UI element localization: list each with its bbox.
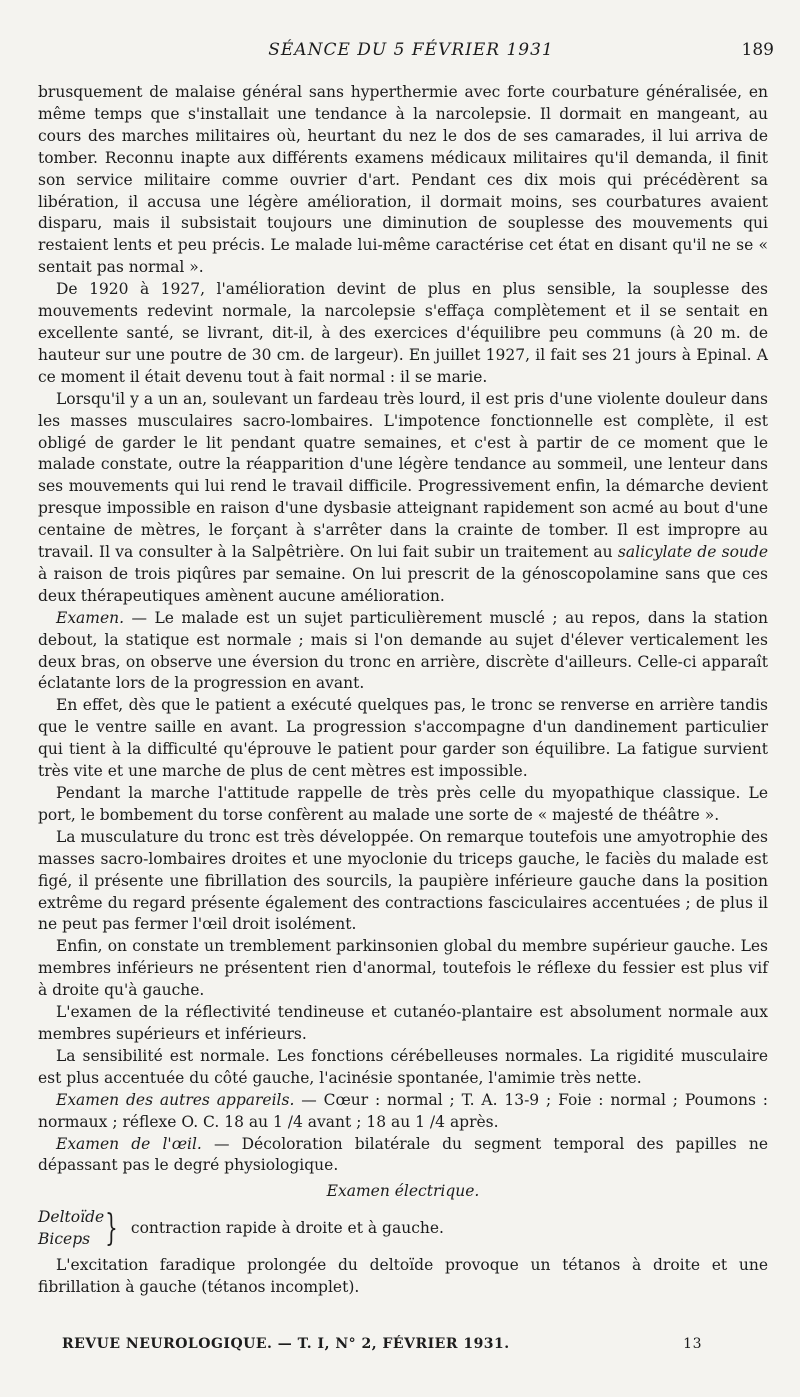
paragraph-text: Lorsqu'il y a un an, soulevant un fardeau très lourd, il est pris d'une violente douleur dans les masses musculaires sacro-lombaires. L'impotence fonctionnelle est complète, il est obligé de garder le lit pendant quatre semaines, et c'est à partir de ce moment que le malade constate, outre la réapparition d'une légère tendance au sommeil, une lenteur dans ses mouvements qui lui rend le travail difficile. Progressivement enfin, la démarche devient presque impossible en raison d'une dysbasie atteignant rapidement son acmé au bout d'une centaine de mètres, le forçant à s'arrêter dans la crainte de tomber. Il est impropre au travail. Il va consulter à la Salpêtrière. On lui fait subir un traitement au (38, 389, 768, 562)
paragraph: L'examen de la réflectivité tendineuse et cutanéo-plantaire est absolument normale aux membres supérieurs et inférieurs. (38, 1003, 768, 1043)
paragraph: La sensibilité est normale. Les fonctions cérébelleuses normales. La rigidité musculaire est plus accentuée du côté gauche, l'acinésie spontanée, l'amimie très nette. (38, 1046, 768, 1087)
paragraph (38, 608, 768, 696)
section-heading: Examen de l'œil. (56, 1134, 202, 1153)
muscle-name: Biceps (38, 1230, 91, 1249)
paragraph: brusquement de malaise général sans hyperthermie avec forte courbature généralisée, en même temps que s'installait une tendance à la narcolepsie. Il dormait en mangeant, au cours des marches militaires où, heurtant du nez le dos de ses camarades, il lui arriva de tomber. Reconnu inapte aux différents examens médicaux militaires qu'il demanda, il finit son service militaire comme ouvrier d'art. Pendant ces dix mois qui précédèrent sa libération, il accusa une légère amélioration, il dormait moins, ses courbatures avaient disparu, mais il subsistait toujours une diminution de souplesse des mouvements qui restaient lents et peu précis. Le malade lui-même caractérise cet état en disant qu'il ne se « sentait pas normal ». (38, 83, 768, 277)
muscle-name: Deltoïde (38, 1208, 105, 1227)
page-number: 189 (741, 40, 774, 60)
paragraph: Pendant la marche l'attitude rappelle de très près celle du myopathique classique. Le port, le bombement du torse confèrent au malade une sorte de « majesté de théâtre ». (38, 784, 768, 824)
section-heading: Examen. (56, 608, 125, 627)
electro-result-text: contraction rapide à droite et à gauche. (130, 1219, 444, 1238)
page-footer (62, 1336, 702, 1358)
paragraph: De 1920 à 1927, l'amélioration devint de plus en plus sensible, la souplesse des mouvements redevint normale, la narcolepsie s'effaça complètement et il se sentait en excellente santé, se livrant, dit-il, à des exercices d'équilibre peu communs (à 20 m. de hauteur sur une poutre de 30 cm. de largeur). En juillet 1927, il fait ses 21 jours à Epinal. A ce moment il était devenu tout à fait normal : il se marie. (38, 280, 768, 386)
heading-text: Examen électrique. (326, 1182, 480, 1201)
paragraph-text: — Le malade est un sujet particulièrement musclé ; au repos, dans la station debout, la statique est normale ; mais si l'on demande au sujet d'élever verticalement les deux bras, on observe une éversion du tronc en arrière, discrète d'ailleurs. Celle-ci apparaît éclatante lors de la progression en avant. (38, 608, 768, 693)
drug-name: salicylate de soude (617, 543, 768, 562)
muscle-list (38, 1207, 105, 1251)
journal-citation: REVUE NEUROLOGIQUE. — T. I, N° 2, FÉVRIER 1931. (62, 1336, 510, 1352)
paragraph-text: — Décoloration bilatérale du segment temporal des papilles ne dépassant pas le degré physiologique. (38, 1134, 768, 1175)
paragraph-text: — Cœur : normal ; T. A. 13-9 ; Foie : normal ; Poumons : normaux ; réflexe O. C. 18 au 1 /4 avant ; 18 au 1 /4 après. (38, 1090, 768, 1131)
paragraph (38, 1134, 768, 1178)
article-body (38, 82, 768, 1299)
electro-result (38, 1207, 768, 1251)
section-heading: Examen des autres appareils. (56, 1090, 295, 1109)
brace-glyph: } (105, 1208, 118, 1250)
paragraph: Enfin, on constate un tremblement parkinsonien global du membre supérieur gauche. Les membres inférieurs ne présentent rien d'anormal, toutefois le réflexe du fessier est plus vif à droite qu'à gauche. (38, 937, 768, 1000)
paragraph: En effet, dès que le patient a exécuté quelques pas, le tronc se renverse en arrière tandis que le ventre saille en avant. La progression s'accompagne d'un dandinement particulier qui tient à la difficulté qu'éprouve le patient pour garder son équilibre. La fatigue survient très vite et une marche de plus de cent mètres est impossible. (38, 696, 768, 781)
paragraph (38, 389, 768, 608)
paragraph (38, 1090, 768, 1134)
signature-mark: 13 (683, 1336, 702, 1352)
paragraph: L'excitation faradique prolongée du deltoïde provoque un tétanos à droite et une fibrillation à gauche (tétanos incomplet). (38, 1256, 768, 1296)
section-heading-centered (38, 1181, 768, 1203)
running-title: SÉANCE DU 5 FÉVRIER 1931 (268, 40, 554, 60)
running-header (48, 40, 774, 68)
paragraph-text: à raison de trois piqûres par semaine. On lui prescrit de la génoscopolamine sans que ces deux thérapeutiques amènent aucune amélioration. (38, 564, 768, 605)
paragraph: La musculature du tronc est très développée. On remarque toutefois une amyotrophie des masses sacro-lombaires droites et une myoclonie du triceps gauche, le faciès du malade est figé, il présente une fibrillation des sourcils, la paupière inférieure gauche dans la position extrême du regard présente également des contractions fasciculaires accentuées ; de plus il ne peut pas fermer l'œil droit isolément. (38, 827, 768, 934)
